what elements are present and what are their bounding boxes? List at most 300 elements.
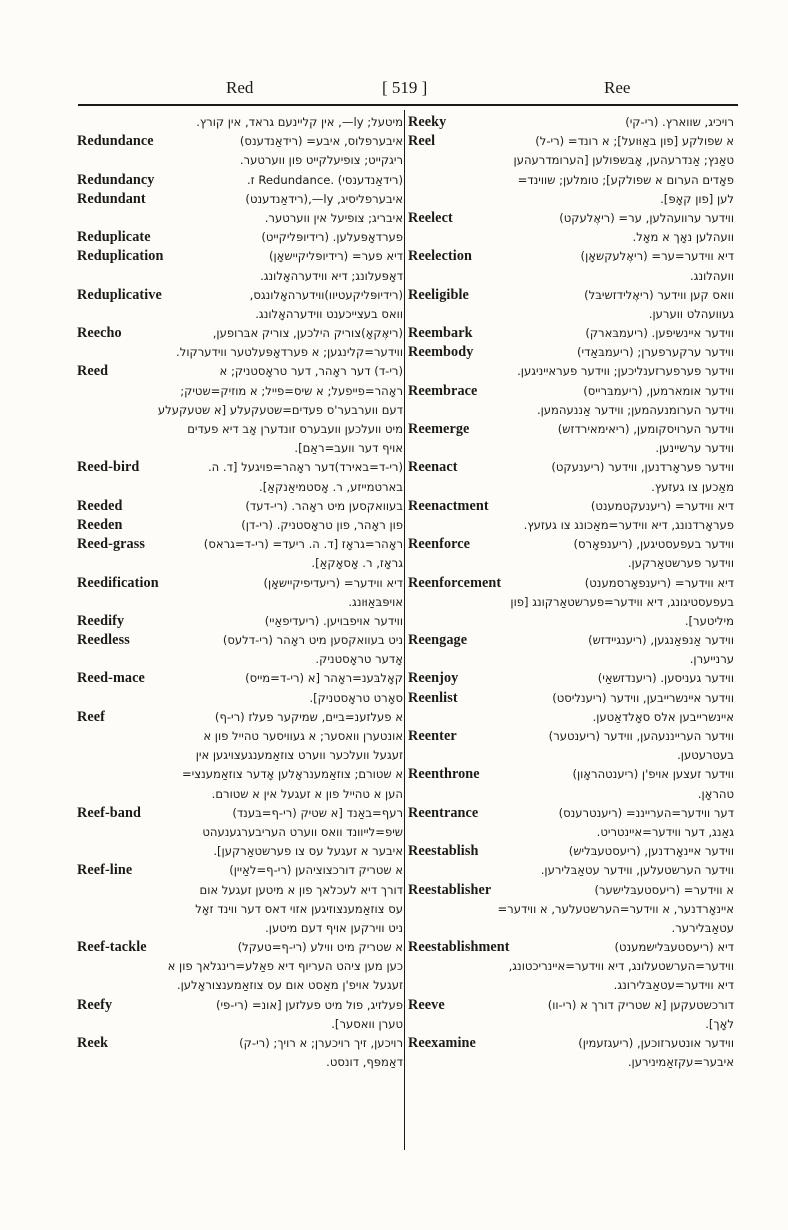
entry-definition: (ריאֶקאָ)צוריק הילכען, צוריק אבּרופען,	[212, 326, 403, 341]
entry-line	[77, 113, 403, 132]
dictionary-entry	[408, 765, 734, 803]
entry-headword: Reeded	[77, 497, 123, 514]
entry-definition-continued: ווידער פערפערזענליכען; ווידער פעראייניגען.	[517, 364, 734, 379]
entry-definition-continued: ריגקייט; צופיעלקייט פון ווערטער.	[239, 153, 403, 168]
entry-definition-continued: אונטערן וואסער; א געוויסער טהייל פון א	[203, 729, 403, 743]
entry-line	[408, 401, 734, 420]
entry-headword: Reed-bird	[77, 459, 140, 476]
entry-line	[408, 669, 734, 688]
dictionary-entry	[77, 247, 403, 285]
dictionary-entry	[77, 286, 403, 324]
dictionary-entry	[408, 247, 734, 285]
entry-line	[77, 535, 403, 554]
dictionary-entry	[408, 842, 734, 880]
entry-line	[77, 612, 403, 631]
entry-line	[77, 171, 403, 190]
entry-line	[77, 593, 403, 612]
entry-headword: Reduplicative	[77, 286, 162, 303]
entry-headword: Reexamine	[408, 1035, 476, 1051]
dictionary-entry	[77, 535, 403, 573]
entry-line	[77, 804, 403, 823]
entry-line	[408, 919, 734, 938]
entry-definition-continued: בארטמייזע, ר. אָסטמיאַנקאַ].	[259, 479, 403, 494]
entry-line	[408, 861, 734, 880]
entry-definition-continued: א שטורם; צוזאַמענראָלען אָדער צוזאַמענצי=	[181, 767, 403, 782]
entry-definition-continued: בעפעסטיגונג, דיא ווידער=פערשטאַרקונג [פון	[510, 594, 734, 609]
dictionary-entry	[77, 996, 403, 1034]
entry-headword: Reestablish	[408, 843, 479, 860]
dictionary-entry	[77, 458, 403, 496]
dictionary-entry	[408, 938, 734, 996]
entry-line	[77, 708, 403, 727]
dictionary-entry	[408, 669, 734, 688]
entry-line	[408, 881, 734, 900]
entry-headword: Reestablisher	[408, 881, 492, 898]
entry-line	[408, 1034, 734, 1053]
entry-definition: ווידער אויפבויען. (ריעדיפאַיי)	[264, 613, 403, 628]
entry-definition-continued: ניט ווירקען אויף דעם מיטען.	[265, 920, 403, 935]
entry-definition-continued: זעגעל וועלכער ווערט צוזאַמענגעצויגען אין	[195, 748, 403, 763]
entry-line	[408, 708, 734, 727]
entry-definition-continued: ווידער הערומנעהמען; ווידער אַננעהמען.	[536, 402, 734, 417]
dictionary-entry	[77, 861, 403, 938]
entry-headword: Redundancy	[77, 171, 155, 188]
dictionary-entry	[408, 209, 734, 247]
entry-line	[77, 919, 403, 938]
entry-line	[408, 631, 734, 650]
entry-line	[408, 996, 734, 1015]
entry-definition-continued: גראָז, ר. אָסאָקאַ].	[311, 556, 403, 571]
entry-headword: Reel	[408, 133, 436, 150]
dictionary-entry	[408, 324, 734, 343]
entry-line	[408, 458, 734, 477]
entry-headword: Reedification	[77, 574, 159, 591]
entry-line	[77, 765, 403, 784]
entry-line	[408, 842, 734, 861]
dictionary-entry	[408, 286, 734, 324]
entry-definition: ווידער פעראָרדנען, ווידער (ריענעקט)	[551, 460, 734, 475]
entry-definition: א שטריק מיט ווילע (רי-ף=טעקל)	[237, 940, 403, 955]
entry-line	[408, 593, 734, 612]
entry-definition: א ווידער= (ריעסטעבּלישער)	[594, 882, 734, 897]
entry-headword: Reenforcement	[408, 574, 502, 591]
dictionary-entry	[408, 535, 734, 573]
entry-definition-continued: טהראָן.	[697, 786, 734, 801]
entry-headword: Reefy	[77, 996, 113, 1013]
entry-line	[408, 132, 734, 151]
entry-line	[77, 957, 403, 976]
entry-definition-continued: עטאַבּלירער.	[671, 920, 734, 935]
entry-line	[408, 362, 734, 381]
left-column	[77, 113, 403, 1153]
entry-definition: ווידער זעצען אויפ'ן (ריענטהראָון)	[572, 767, 734, 782]
dictionary-entry	[408, 631, 734, 669]
entry-line	[77, 976, 403, 995]
entry-headword: Reed-grass	[77, 536, 145, 553]
entry-line	[408, 267, 734, 286]
entry-definition: ווידער הערייננעהען, ווידער (ריענטער)	[548, 729, 734, 743]
entry-definition: מיטעל; ly—, אין קליינעם גראד, אין קורץ.	[196, 115, 403, 129]
entry-line	[77, 727, 403, 746]
entry-line	[77, 842, 403, 861]
entry-line	[408, 382, 734, 401]
entry-definition-continued: כען מען ציהט העריוף דיא פאַלע=רינגלאך פון א	[167, 959, 403, 974]
entry-line	[408, 1053, 734, 1072]
entry-headword: Reembody	[408, 344, 474, 361]
entry-definition-continued: געוועהלט ווערען.	[648, 306, 734, 321]
entry-headword: Reenactment	[408, 497, 489, 514]
entry-line	[77, 861, 403, 880]
header-left-guideword: Red	[226, 78, 254, 97]
entry-definition-continued: דיא ווידער=עטאַבּלירונג.	[613, 978, 734, 993]
entry-definition-continued: דאַמפּף, דונסט.	[326, 1055, 403, 1070]
entry-definition-continued: פעראָרדנונג, דיא ווידער=מאַכונג צו געזעץ.	[523, 517, 734, 532]
entry-line	[77, 132, 403, 151]
entry-line	[408, 497, 734, 516]
entry-definition-continued: טאַנץ; אַנדרעהען, אָבּשפּולען [הערומדרעהען	[513, 153, 734, 168]
right-column	[408, 113, 734, 1153]
entry-definition: ווידער אונטערזוכען, (ריעגזעמין)	[578, 1036, 734, 1050]
entry-definition: (רידאַנדענסי) .Redundance ז.	[246, 172, 403, 187]
entry-definition: (רי-ד) דער ראָהר, דער טראָסטניק; א	[219, 364, 403, 379]
entry-definition-continued: דורך דיא לעכלאך פון א מיטען זעגעל אום	[199, 882, 403, 897]
entry-headword: Reenjoy	[408, 670, 459, 687]
dictionary-entry	[77, 190, 403, 228]
entry-line	[408, 804, 734, 823]
entry-line	[77, 478, 403, 497]
entry-definition: א פעלזענ=ביים, שמיקער פעלז (רי-ף)	[214, 709, 403, 724]
entry-headword: Reef	[77, 708, 105, 725]
dictionary-entry	[77, 612, 403, 631]
entry-definition-continued: לען [פון קאָפּ].	[660, 191, 734, 206]
entry-line	[408, 765, 734, 784]
entry-definition: ווידער געניסען. (ריענדזשאַי)	[597, 671, 734, 686]
entry-line	[77, 228, 403, 247]
entry-line	[408, 689, 734, 708]
entry-definition: דיא ווידער= (ריענעקטמענט)	[590, 498, 734, 513]
entry-headword: Reenlist	[408, 689, 458, 706]
entry-definition: דיא ווידער= (ריענפאָרסמענט)	[584, 575, 734, 590]
dictionary-entry	[77, 1034, 403, 1072]
entry-headword: Reenter	[408, 728, 457, 744]
entry-headword: Reestablishment	[408, 939, 510, 956]
entry-definition-continued: טערן וואסער].	[331, 1016, 403, 1031]
entry-line	[77, 881, 403, 900]
entry-headword: Reemerge	[408, 421, 470, 437]
entry-line	[77, 286, 403, 305]
entry-line	[408, 900, 734, 919]
entry-line	[77, 362, 403, 381]
entry-headword: Reek	[77, 1035, 109, 1051]
entry-definition: איבערפלוס, איבע= (רידאַנדענס)	[239, 134, 403, 149]
dictionary-entry	[77, 938, 403, 996]
entry-headword: Reenthrone	[408, 766, 480, 783]
entry-headword: Reef-tackle	[77, 939, 147, 956]
entry-definition-continued: ערנייערן.	[689, 652, 734, 667]
entry-definition-continued: מאַכען צו געזעץ.	[651, 479, 734, 494]
entry-line	[408, 727, 734, 746]
entry-definition: (רידיופּליקעטיוו)ווידערהאָלונגס,	[249, 287, 403, 302]
entry-line	[77, 267, 403, 286]
entry-line	[77, 900, 403, 919]
entry-definition-continued: איבער=עקזאַמינירען.	[627, 1055, 734, 1070]
dictionary-entry	[408, 382, 734, 420]
entry-definition-continued: וועהלען נאָך א מאָל.	[632, 230, 734, 245]
header-right-guideword: Ree	[604, 78, 631, 97]
entry-definition-continued: אָדער טראָסטניק.	[315, 652, 403, 667]
entry-definition-continued: איינשרייבען אלס סאָלדאַטען.	[592, 709, 734, 724]
dictionary-entry	[408, 574, 734, 632]
dictionary-entry	[408, 996, 734, 1034]
entry-headword: Reed-mace	[77, 670, 145, 687]
entry-definition-continued: ווידער=קלינגען; א פערדאָפּעלטער ווידערקול.	[176, 345, 403, 360]
entry-line	[77, 497, 403, 516]
entry-headword: Reedify	[77, 612, 125, 629]
entry-definition: רויכען, זיך רויכערן; א רויך; (רי-ק)	[239, 1036, 403, 1050]
entry-definition: דער ווידער=הערייננ= (ריענטרענס)	[558, 805, 734, 820]
entry-definition-continued: וואס בעצייכענט ווידערהאָלונג.	[255, 306, 403, 321]
dictionary-entry	[408, 689, 734, 727]
entry-headword: Reedless	[77, 632, 130, 649]
dictionary-entry	[408, 132, 734, 209]
entry-definition-continued: ראָהר=פייפעל; א שיס=פייל; א מוזיק=שטיק;	[180, 383, 403, 398]
entry-definition: (רי-ד=באירד)דער ראָהר=פויגעל [ד. ה.	[207, 460, 403, 475]
entry-definition-continued: וועהלונג.	[689, 268, 734, 283]
entry-headword: Reembrace	[408, 382, 478, 399]
dictionary-entry	[408, 881, 734, 939]
entry-line	[408, 420, 734, 439]
entry-definition-continued: הען א טהייל פון א זעגעל אין א שטורם.	[211, 786, 403, 801]
entry-definition-continued: סאָרט טראָסטניק].	[309, 690, 403, 705]
entry-headword: Reef-band	[77, 804, 141, 821]
entry-headword: Reelect	[408, 209, 453, 226]
entry-definition: פון ראָהר, פון טראָסטניק. (רי-דן)	[241, 517, 403, 532]
dictionary-entry	[77, 132, 403, 170]
entry-line	[77, 247, 403, 266]
entry-line	[77, 190, 403, 209]
entry-definition-continued: איינאָרדנער, א ווידער=הערשטעלער, א ווידער=	[497, 901, 734, 916]
entry-line	[77, 785, 403, 804]
dictionary-entry	[408, 113, 734, 132]
entry-line	[408, 478, 734, 497]
dictionary-entry	[77, 497, 403, 516]
entry-line	[408, 209, 734, 228]
entry-headword: Reembark	[408, 325, 473, 342]
entry-line	[77, 650, 403, 669]
dictionary-entry	[77, 228, 403, 247]
entry-line	[77, 823, 403, 842]
dictionary-entry	[77, 708, 403, 804]
entry-line	[77, 151, 403, 170]
entry-headword: Reeky	[408, 114, 447, 130]
dictionary-entry	[77, 804, 403, 862]
entry-line	[77, 669, 403, 688]
header-rule	[78, 104, 738, 106]
entry-line	[77, 938, 403, 957]
entry-definition-continued: אויף דער וועב=ראַם].	[294, 441, 403, 456]
entry-line	[77, 305, 403, 324]
entry-line	[408, 976, 734, 995]
page-number: [ 519 ]	[382, 78, 428, 97]
entry-headword: Reenforce	[408, 536, 471, 553]
entry-line	[77, 343, 403, 362]
entry-line	[408, 746, 734, 765]
entry-definition: איבערפליסיג, ly—,(רידאַנדענט)	[245, 191, 403, 206]
entry-headword: Reenact	[408, 459, 458, 476]
dictionary-entry	[77, 362, 403, 458]
dictionary-entry	[408, 420, 734, 458]
entry-line	[77, 1015, 403, 1034]
entry-definition: ווידער אומארמען, (ריעמבּרייס)	[583, 383, 734, 398]
dictionary-entry	[77, 574, 403, 612]
entry-line	[77, 209, 403, 228]
column-divider	[404, 110, 405, 1150]
entry-line	[408, 535, 734, 554]
entry-line	[408, 190, 734, 209]
entry-definition: דיא ווידער= (ריעדיפיקיישאָן)	[263, 575, 403, 590]
entry-definition-continued: שיפ=לייוונד וואס ווערט העריבערגענעהט	[202, 824, 403, 839]
entry-definition-continued: ווידער ערשיינען.	[655, 441, 734, 456]
entry-definition: ווידער הערויסקומען, (ריאימאירדזש)	[557, 422, 734, 436]
entry-definition-continued: פאָדים הערום א שפולקע]; טומלען; שווינד=	[517, 172, 734, 187]
entry-line	[77, 1053, 403, 1072]
entry-line	[408, 785, 734, 804]
entry-definition-continued: גאַנג, דער ווידער=איינטריט.	[596, 824, 734, 839]
entry-headword: Redundance	[77, 133, 154, 150]
entry-line	[408, 1015, 734, 1034]
entry-headword: Reengage	[408, 632, 468, 649]
entry-line	[408, 516, 734, 535]
entry-definition: רויכיג, שווארץ. (רי-קי)	[625, 115, 734, 129]
entry-line	[77, 401, 403, 420]
running-header	[86, 78, 726, 100]
entry-headword: Reeden	[77, 516, 123, 533]
entry-line	[77, 420, 403, 439]
entry-line	[408, 324, 734, 343]
entry-line	[408, 228, 734, 247]
entry-line	[77, 516, 403, 535]
entry-definition-continued: ווידער הערשטעלען, ווידער עטאַבּלירען.	[540, 863, 734, 878]
dictionary-entry	[77, 113, 403, 132]
entry-headword: Reduplication	[77, 248, 164, 265]
dictionary-entry	[77, 631, 403, 669]
dictionary-entry	[408, 458, 734, 496]
entry-definition-continued: מיליטער].	[684, 613, 734, 628]
dictionary-entry	[408, 804, 734, 842]
entry-line	[408, 171, 734, 190]
entry-line	[77, 689, 403, 708]
entry-headword: Redundant	[77, 190, 146, 207]
entry-line	[77, 458, 403, 477]
dictionary-entry	[77, 171, 403, 190]
entry-definition: דיא ווידער=ער= (ריאֶלעקשאָן)	[580, 249, 734, 264]
entry-headword: Reeligible	[408, 286, 469, 303]
entry-definition-continued: עס צוזאַמענצוזיגען אזוי דאס דער ווינד זאָל	[195, 901, 403, 916]
entry-definition: ווידער איינאָרדנען, (ריעסטעבּליש)	[568, 844, 734, 859]
entry-headword: Reduplicate	[77, 229, 151, 246]
dictionary-entry	[408, 343, 734, 381]
entry-line	[408, 612, 734, 631]
entry-line	[77, 439, 403, 458]
entry-definition: קאָלבּענ=ראָהר [א (רי-ד=מייס)	[245, 671, 403, 686]
entry-line	[408, 957, 734, 976]
entry-definition-continued: ווידער=הערשטעלונג, דיא ווידער=איינריכטונג,	[508, 959, 734, 974]
entry-line	[408, 343, 734, 362]
entry-definition-continued: דאָפּעלונג; דיא ווידערהאָלונג.	[260, 268, 403, 283]
entry-line	[408, 554, 734, 573]
entry-definition: ניט בעוואקסען מיט ראָהר (רי-דלעס)	[222, 633, 403, 648]
entry-definition: רעף=באַנד [א שטיק (רי-ף=בּענד)	[232, 805, 403, 820]
entry-definition: וואס קען ווידער (ריאֶלידזשיבּל)	[584, 287, 734, 302]
entry-definition: א שטריק דורכצוציהען (רי-ף=לאַיין)	[229, 863, 403, 878]
entry-line	[77, 554, 403, 573]
entry-line	[408, 574, 734, 593]
entry-line	[408, 439, 734, 458]
entry-definition: פעלזיג, פול מיט פעלזען [אונ= (רי-פי)	[215, 997, 403, 1012]
entry-definition: ראָהר=גראָז [ד. ה. ריעד= (רי-ד=גראס)	[203, 537, 403, 552]
entry-line	[77, 574, 403, 593]
entry-headword: Reecho	[77, 325, 122, 342]
entry-definition-continued: לאָך].	[705, 1016, 734, 1031]
entry-definition-continued: אויפּבּאַוּונג.	[348, 594, 403, 609]
entry-line	[77, 1034, 403, 1053]
entry-line	[77, 382, 403, 401]
dictionary-entry	[408, 1034, 734, 1072]
entry-line	[408, 113, 734, 132]
entry-definition: דיא (ריעסטעבּלישמענט)	[614, 940, 734, 955]
entry-definition-continued: מיט וועלכען וועבערס זונדערן אָב דיא פעדים	[187, 422, 403, 436]
dictionary-entry	[77, 324, 403, 362]
entry-line	[77, 324, 403, 343]
entry-definition: פערדאָפּעלען. (רידיופּליקייט)	[261, 230, 403, 245]
entry-line	[408, 823, 734, 842]
entry-headword: Reeve	[408, 996, 445, 1013]
dictionary-entry	[77, 516, 403, 535]
entry-headword: Reelection	[408, 248, 473, 265]
entry-headword: Reentrance	[408, 804, 479, 821]
dictionary-entry	[77, 669, 403, 707]
dictionary-entry	[408, 727, 734, 765]
entry-line	[408, 650, 734, 669]
entry-line	[77, 996, 403, 1015]
entry-definition: דורכשטעקען [א שטריק דורך א (רי-וו)	[547, 997, 734, 1012]
entry-definition-continued: ווידער פערשטאַרקען.	[627, 556, 734, 571]
entry-definition: ווידער ערוועהלען, ער= (ריאֶלעקט)	[559, 210, 734, 225]
entry-headword: Reef-line	[77, 862, 133, 879]
entry-line	[408, 247, 734, 266]
entry-definition: דיא פער= (רידיופּליקיישאָן)	[268, 249, 403, 264]
entry-definition: ווידער איינשיפען. (ריעמבּארק)	[585, 326, 734, 341]
entry-definition: א שפולקע [פון באַוּועל]; א רונד= (רי-ל)	[535, 134, 734, 149]
entry-line	[77, 631, 403, 650]
entry-line	[408, 151, 734, 170]
entry-line	[77, 746, 403, 765]
entry-definition: בעוואקסען מיט ראָהר. (רי-דעד)	[245, 498, 403, 513]
entry-definition: ווידער בעפעסטיגען, (ריענפאָרס)	[573, 537, 734, 552]
dictionary-entry	[408, 497, 734, 535]
entry-definition: ווידער ערקערפערן; (ריעמבּאַדי)	[576, 345, 734, 360]
entry-headword: Reed	[77, 363, 109, 380]
entry-definition-continued: זעגעל אויפ'ן מאַסט אום עס צוזאַמענצוראָלען.	[176, 978, 403, 993]
entry-definition: ווידער איינשרייבען, ווידער (ריענליסט)	[552, 690, 734, 705]
entry-line	[408, 938, 734, 957]
entry-definition-continued: איבריג; צופיעל אין ווערטער.	[264, 210, 403, 225]
entry-definition-continued: איבער א זעגעל עס צו פערשטאַרקען].	[213, 844, 403, 859]
entry-definition-continued: דעם ווערבער'ס פעדים=שטעקעלע [א שטעקעלע	[157, 402, 403, 417]
entry-line	[408, 286, 734, 305]
entry-definition-continued: בעטרעטען.	[677, 748, 734, 763]
entry-definition: ווידער אַנפּאַנגען, (ריענגיידזש)	[588, 633, 734, 648]
